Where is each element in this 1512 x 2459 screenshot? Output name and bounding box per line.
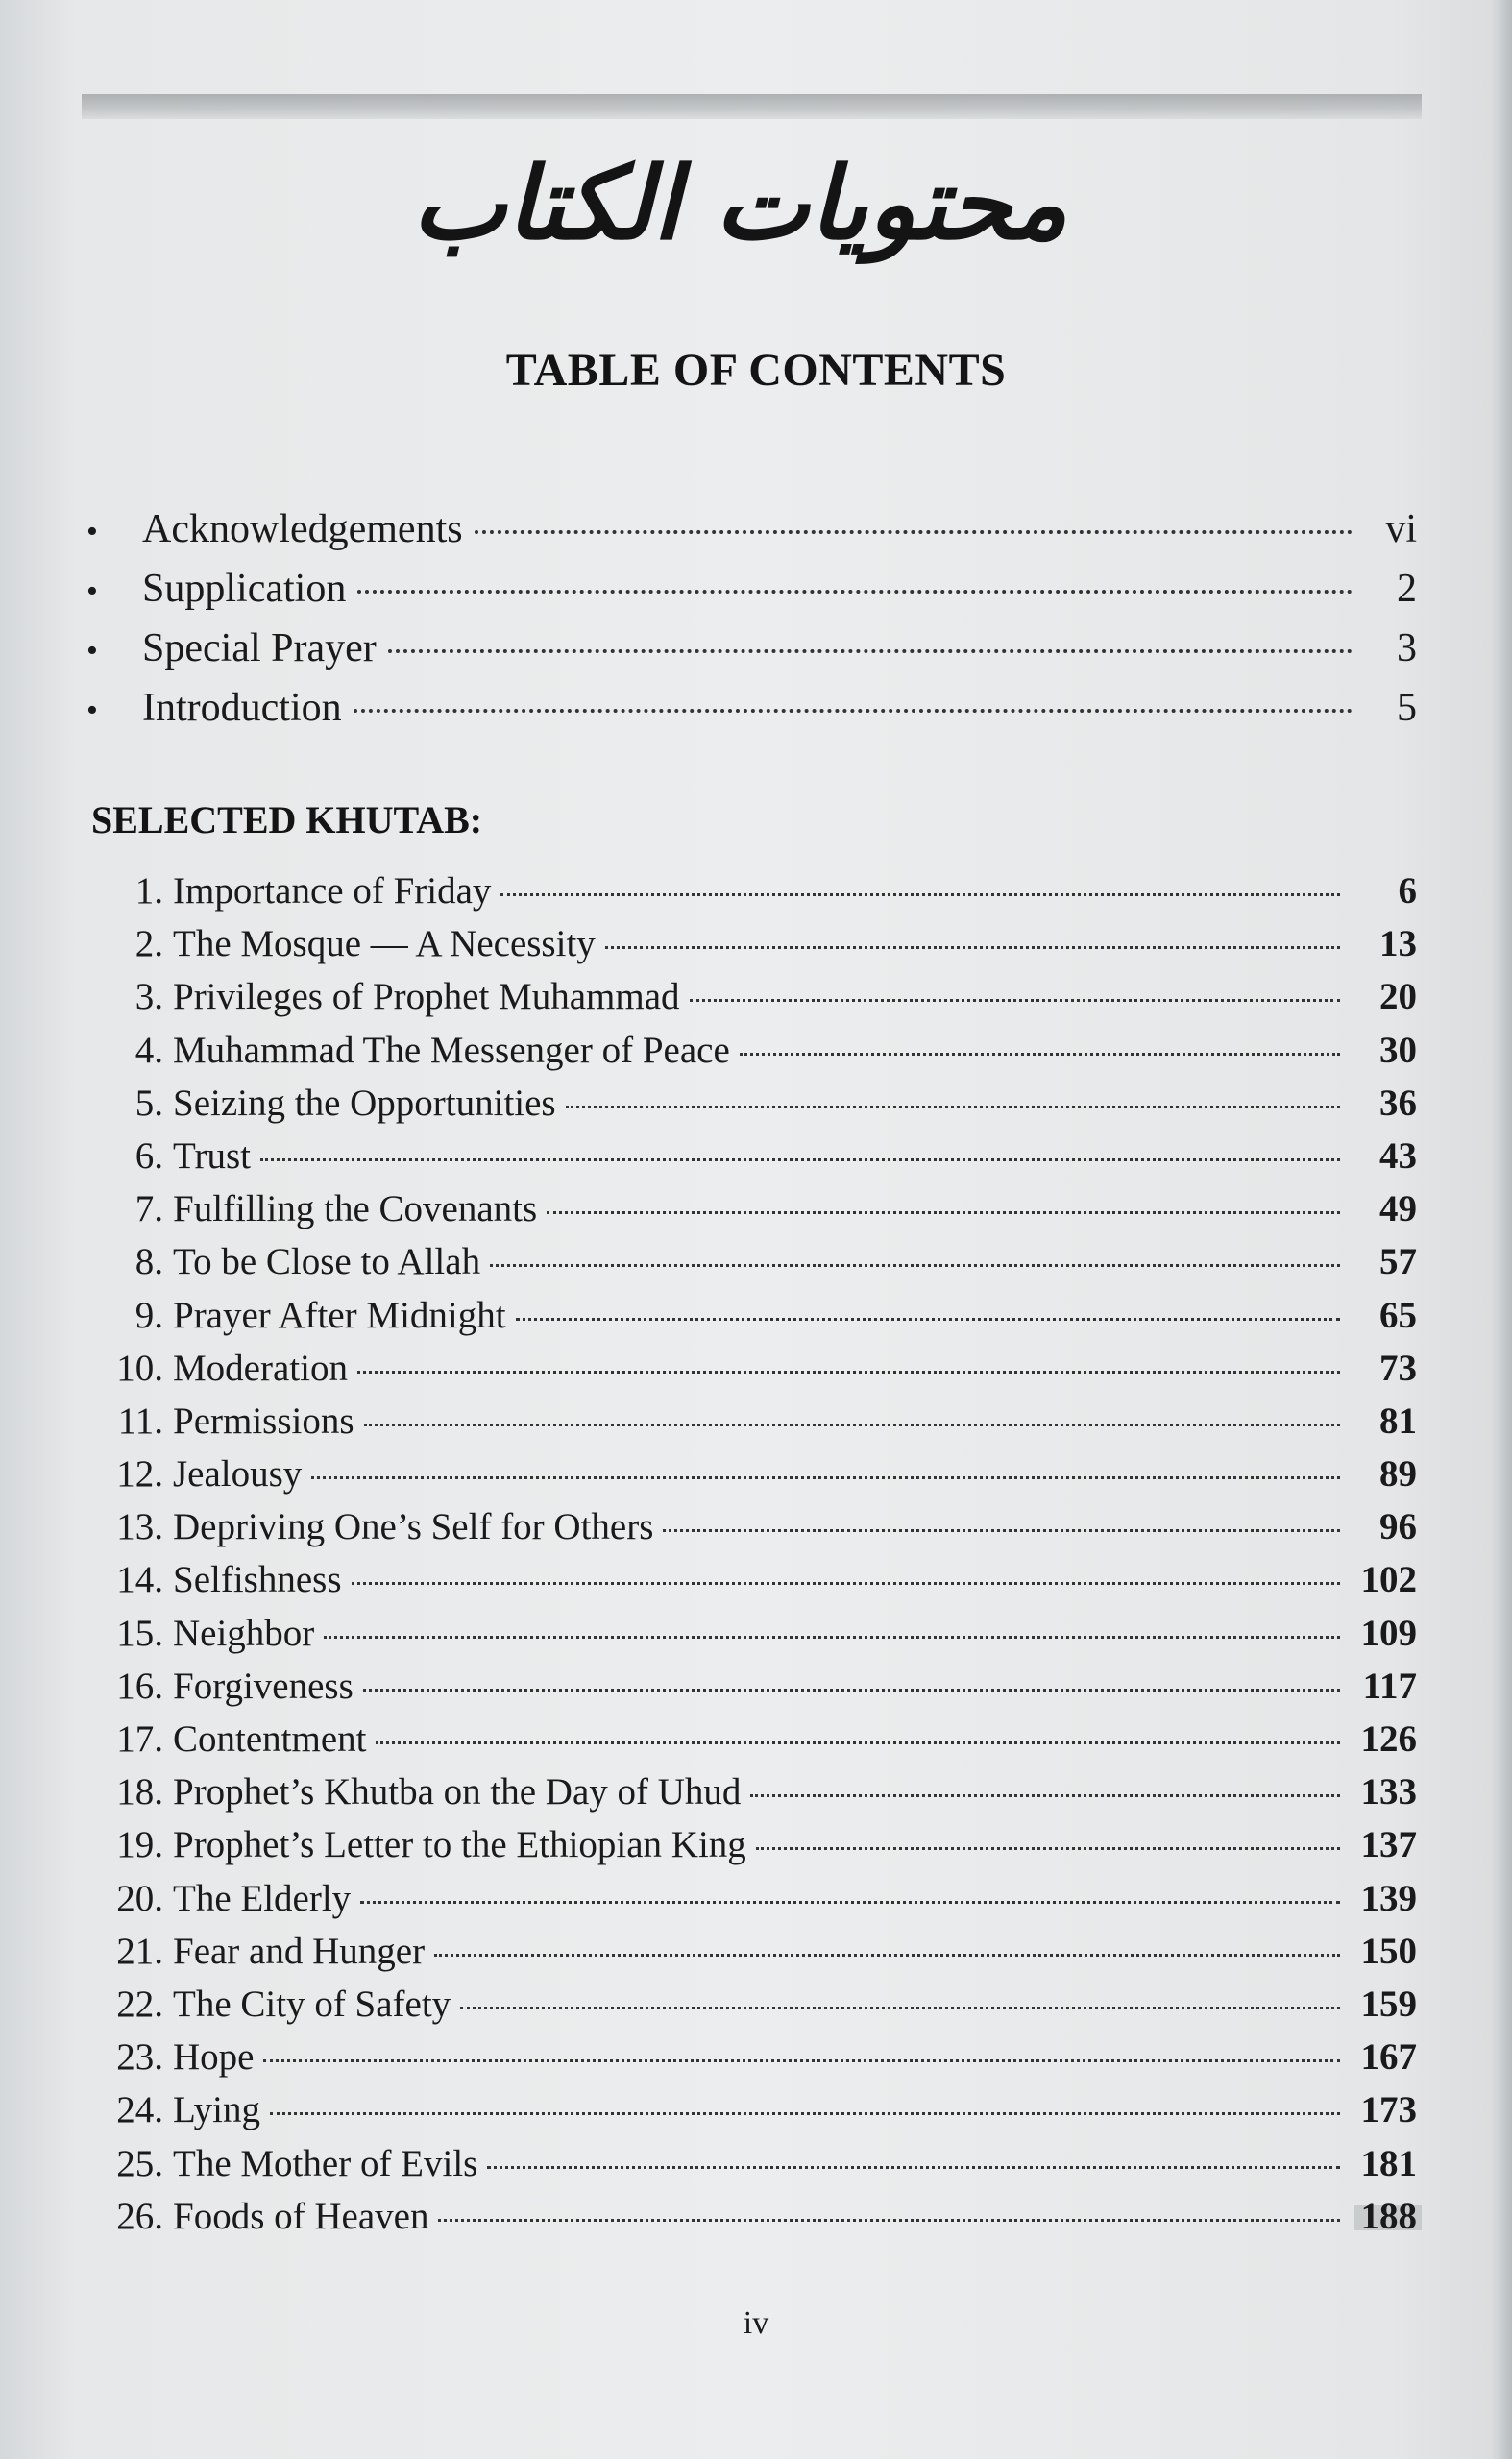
- entry-title: Acknowledgements: [142, 507, 463, 551]
- toc-entry: [77, 975, 1417, 1028]
- dot-leader: [388, 649, 1353, 653]
- page-number: 13: [1379, 923, 1417, 965]
- toc-entry: [77, 1240, 1417, 1293]
- entry-title: Prophet’s Khutba on the Day of Uhud: [173, 1771, 742, 1814]
- toc-entry: [77, 1770, 1417, 1823]
- toc-entry: [77, 1294, 1417, 1347]
- front-matter-item: [86, 506, 1417, 566]
- page-number: 109: [1360, 1612, 1417, 1654]
- page-number: 102: [1360, 1559, 1417, 1601]
- dot-leader: [376, 1741, 1340, 1744]
- bullet: •: [86, 573, 98, 609]
- page-number: 43: [1379, 1134, 1417, 1177]
- page-number: 181: [1360, 2142, 1417, 2184]
- entry-title: Selfishness: [173, 1559, 342, 1601]
- toc-entry: [77, 2195, 1417, 2248]
- toc-entry: [77, 1134, 1417, 1187]
- page-number: 126: [1360, 1718, 1417, 1760]
- toc-entry: [77, 1505, 1417, 1558]
- entry-number: 18.: [116, 1771, 163, 1814]
- entry-title: The Mother of Evils: [173, 2142, 478, 2184]
- front-matter-item: [86, 685, 1417, 744]
- entry-number: 7.: [134, 1188, 163, 1230]
- dot-leader: [740, 1053, 1340, 1056]
- entry-title: Privileges of Prophet Muhammad: [173, 976, 680, 1018]
- dot-leader: [663, 1529, 1340, 1532]
- toc-entry: [77, 1930, 1417, 1983]
- dot-leader: [547, 1211, 1340, 1214]
- page-number: 117: [1362, 1665, 1417, 1707]
- entry-number: 25.: [116, 2142, 163, 2184]
- page-title: TABLE OF CONTENTS: [505, 345, 1007, 396]
- page-number: 159: [1360, 1983, 1417, 2025]
- page-number: 89: [1379, 1453, 1417, 1496]
- entry-number: 8.: [134, 1241, 163, 1283]
- entry-number: 13.: [116, 1506, 163, 1548]
- page-number: 73: [1379, 1347, 1417, 1389]
- dot-leader: [360, 1901, 1340, 1904]
- page-number: 137: [1360, 1824, 1417, 1866]
- entry-title: Lying: [173, 2089, 261, 2131]
- toc-entry: [77, 2088, 1417, 2141]
- toc-entry: [77, 2142, 1417, 2195]
- entry-title: Supplication: [142, 567, 347, 611]
- page-number: 3: [1397, 626, 1417, 670]
- dot-leader: [263, 2059, 1340, 2062]
- entry-title: Depriving One’s Self for Others: [173, 1506, 654, 1548]
- entry-number: 23.: [116, 2036, 163, 2079]
- entry-number: 22.: [116, 1983, 163, 2025]
- entry-title: Hope: [173, 2036, 255, 2079]
- dot-leader: [363, 1689, 1340, 1692]
- dot-leader: [357, 590, 1353, 594]
- dot-leader: [438, 2219, 1340, 2222]
- toc-entry: [77, 1665, 1417, 1717]
- entry-title: Prayer After Midnight: [173, 1294, 506, 1336]
- toc-entry: [77, 1029, 1417, 1082]
- toc-entry: [77, 922, 1417, 975]
- page-number: 2: [1397, 567, 1417, 611]
- dot-leader: [756, 1847, 1340, 1850]
- page-number: 173: [1360, 2089, 1417, 2131]
- dot-leader: [434, 1954, 1340, 1957]
- entry-number: 16.: [116, 1665, 163, 1707]
- entry-number: 9.: [134, 1294, 163, 1336]
- entry-number: 12.: [116, 1453, 163, 1496]
- dot-leader: [352, 1582, 1341, 1585]
- page-folio: iv: [743, 2305, 769, 2341]
- entry-title: Neighbor: [173, 1612, 315, 1654]
- dot-leader: [364, 1424, 1340, 1426]
- entry-number: 21.: [116, 1930, 163, 1972]
- bullet: •: [86, 693, 98, 728]
- toc-entry: [77, 1347, 1417, 1400]
- page-number: 49: [1379, 1188, 1417, 1230]
- dot-leader: [487, 2166, 1340, 2169]
- entry-title: Fear and Hunger: [173, 1930, 426, 1972]
- dot-leader: [354, 709, 1353, 713]
- page-number: 30: [1379, 1029, 1417, 1071]
- entry-title: Importance of Friday: [173, 870, 492, 912]
- entry-number: 10.: [116, 1347, 163, 1389]
- page-number: 139: [1360, 1877, 1417, 1919]
- page-number: 96: [1379, 1506, 1417, 1548]
- entry-title: Introduction: [142, 686, 342, 730]
- arabic-title: محتويات الكتاب: [412, 145, 1067, 262]
- toc-entry: [77, 1452, 1417, 1505]
- dot-leader: [311, 1476, 1340, 1479]
- entry-title: Fulfilling the Covenants: [173, 1188, 538, 1230]
- page-number: 57: [1379, 1241, 1417, 1283]
- page-number: 133: [1360, 1771, 1417, 1814]
- toc-entry: [77, 1717, 1417, 1770]
- entry-number: 24.: [116, 2089, 163, 2131]
- dot-leader: [500, 893, 1340, 896]
- top-shadow-strip: [82, 94, 1422, 119]
- toc-entry: [77, 869, 1417, 922]
- dot-leader: [750, 1794, 1340, 1797]
- toc-entry: [77, 1612, 1417, 1665]
- front-matter-item: [86, 566, 1417, 625]
- entry-number: 11.: [117, 1400, 163, 1442]
- page-number: 5: [1397, 686, 1417, 730]
- bullet: •: [86, 633, 98, 669]
- dot-leader: [475, 530, 1353, 534]
- entry-number: 1.: [134, 870, 163, 912]
- entry-title: Foods of Heaven: [173, 2195, 429, 2237]
- entry-number: 5.: [134, 1082, 163, 1124]
- entry-number: 20.: [116, 1877, 163, 1919]
- entry-title: The Elderly: [173, 1877, 352, 1919]
- dot-leader: [516, 1318, 1340, 1321]
- entry-number: 15.: [116, 1612, 163, 1654]
- page-number: 81: [1379, 1400, 1417, 1442]
- entry-number: 4.: [134, 1029, 163, 1071]
- entry-title: Forgiveness: [173, 1665, 354, 1707]
- page-number: vi: [1385, 507, 1417, 551]
- page-number: 20: [1379, 976, 1417, 1018]
- dot-leader: [324, 1636, 1340, 1639]
- dot-leader: [690, 999, 1340, 1002]
- entry-title: Contentment: [173, 1718, 367, 1760]
- entry-title: Special Prayer: [142, 626, 377, 670]
- page-number: 36: [1379, 1082, 1417, 1124]
- page-number: 188: [1360, 2195, 1417, 2237]
- front-matter-item: [86, 625, 1417, 685]
- entry-number: 6.: [134, 1134, 163, 1177]
- dot-leader: [605, 946, 1340, 949]
- entry-number: 2.: [134, 923, 163, 965]
- entry-number: 19.: [116, 1824, 163, 1866]
- page-number: 150: [1360, 1930, 1417, 1972]
- dot-leader: [357, 1371, 1340, 1374]
- entry-title: Permissions: [173, 1400, 354, 1442]
- toc-entry: [77, 1082, 1417, 1134]
- toc-entry: [77, 1558, 1417, 1611]
- dot-leader: [490, 1264, 1340, 1267]
- toc-entry: [77, 1877, 1417, 1930]
- dot-leader: [260, 1158, 1340, 1161]
- page-number: 167: [1360, 2036, 1417, 2079]
- entry-title: The Mosque — A Necessity: [173, 923, 596, 965]
- entry-title: The City of Safety: [173, 1983, 451, 2025]
- bullet: •: [86, 514, 98, 549]
- page-number: 6: [1398, 870, 1417, 912]
- khutab-list: [77, 869, 1417, 2248]
- toc-entry: [77, 1983, 1417, 2035]
- entry-title: Jealousy: [173, 1453, 303, 1496]
- dot-leader: [460, 2007, 1340, 2009]
- entry-number: 14.: [116, 1559, 163, 1601]
- entry-number: 17.: [116, 1718, 163, 1760]
- toc-entry: [77, 2035, 1417, 2088]
- front-matter-list: [86, 506, 1417, 744]
- entry-number: 3.: [134, 976, 163, 1018]
- dot-leader: [566, 1106, 1340, 1108]
- entry-number: 26.: [116, 2195, 163, 2237]
- toc-entry: [77, 1823, 1417, 1876]
- page-number: 65: [1379, 1294, 1417, 1336]
- entry-title: Muhammad The Messenger of Peace: [173, 1029, 730, 1071]
- dot-leader: [270, 2112, 1340, 2115]
- entry-title: Moderation: [173, 1347, 348, 1389]
- entry-title: To be Close to Allah: [173, 1241, 481, 1283]
- entry-title: Trust: [173, 1134, 251, 1177]
- toc-entry: [77, 1400, 1417, 1452]
- entry-title: Prophet’s Letter to the Ethiopian King: [173, 1824, 746, 1866]
- section-heading: SELECTED KHUTAB:: [91, 798, 483, 841]
- entry-title: Seizing the Opportunities: [173, 1082, 556, 1124]
- toc-entry: [77, 1187, 1417, 1240]
